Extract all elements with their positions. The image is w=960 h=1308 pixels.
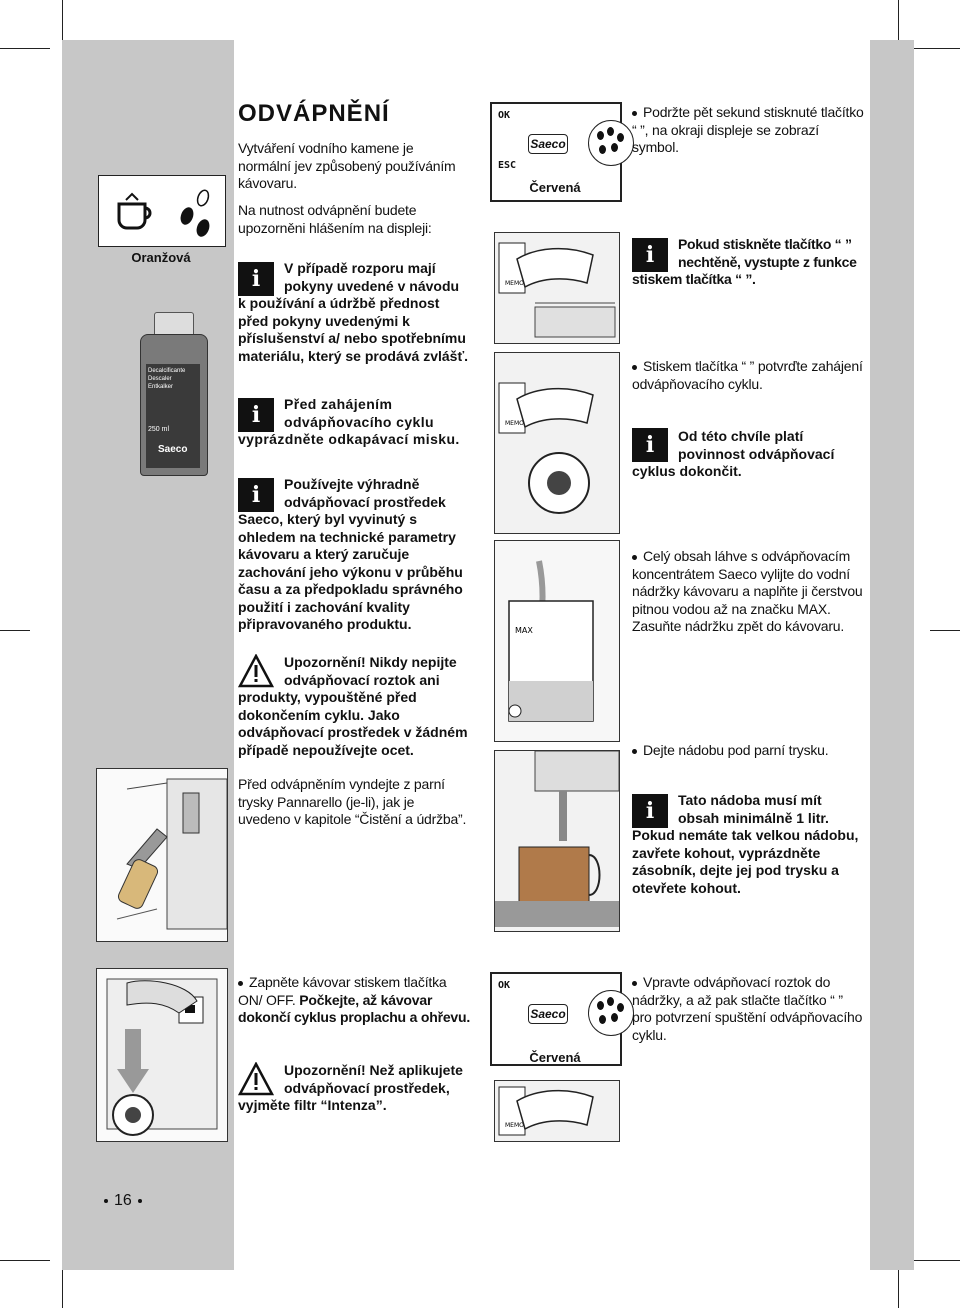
section-title: ODVÁPNĚNÍ xyxy=(238,100,390,127)
red-label-top: Červená xyxy=(529,180,581,195)
steam-wand-illustration xyxy=(96,768,228,942)
info-icon: i xyxy=(632,428,668,462)
memo-press-illustration xyxy=(494,232,620,344)
info-cycle: Od této chvíle platí povinnost odvápňovací cyklus dokončit. xyxy=(632,428,835,479)
info-icon: i xyxy=(238,262,274,296)
orange-display xyxy=(98,175,226,247)
on-off-illustration xyxy=(96,968,228,1142)
info-icon: i xyxy=(632,238,668,272)
saeco-logo: Saeco xyxy=(528,1004,568,1024)
bottle-line1: Decalcificante xyxy=(148,368,186,374)
step-on-off: Zapněte kávovar stiskem tlačítka ON/ OFF. Počkejte, až kávovar dokončí cyklus proplachu a ohřevu. xyxy=(238,974,471,1025)
page-number: 16 xyxy=(104,1192,148,1210)
note-drip-tray: Před zahájením odvápňovacího cyklu vyprázdněte odkapávací misku. xyxy=(238,396,460,447)
beans-dial-icon xyxy=(588,120,634,166)
saeco-logo: Saeco xyxy=(528,134,568,154)
final-memo-press-illustration xyxy=(494,1080,620,1142)
step-final: Vpravte odvápňovací roztok do nádržky, a až pak stlačte tlačítko “ ” pro potvrzení spuštění odvápňovacího cyklu. xyxy=(632,974,863,1043)
info-icon: i xyxy=(238,398,274,432)
step-confirm: Stiskem tlačítka “ ” potvrďte zahájení odvápňovacího cyklu. xyxy=(632,358,863,392)
dial-illustration xyxy=(494,352,620,534)
steam-container-illustration xyxy=(494,750,620,932)
red-label-bottom: Červená xyxy=(529,1050,581,1065)
esc-label: ESC xyxy=(498,160,517,171)
orange-label: Oranžová xyxy=(131,250,191,265)
warning-intenza: Upozornění! Než aplikujete odvápňovací prostředek, vyjměte filtr “Intenza”. xyxy=(238,1062,463,1113)
pannarello-text: Před odvápněním vyndejte z parní trysky Pannarello (je-li), jak je uvedeno v kapitole “Čistění a údržba”. xyxy=(238,776,467,827)
bottle-line2: Descaler xyxy=(148,376,172,382)
notice-text: Na nutnost odvápnění budete upozorněni hlášením na displeji: xyxy=(238,202,432,236)
memo-tag: MEMO xyxy=(505,1122,524,1129)
info-container: Tato nádoba musí mít obsah minimálně 1 litr. Pokud nemáte tak velkou nádobu, zavřete kohout, vyprázdněte zásobník, dejte jej pod trysku a otevřete kohout. xyxy=(632,792,859,896)
note-saeco-descaler: Používejte výhradně odvápňovací prostředek Saeco, který byl vyvinutý s ohledem na technické parametry kávovaru a který zaručuje zachování jeho výkonu v průběhu času a za předpokladu správného použití i zachování kvality připravovaného produktu. xyxy=(238,476,463,632)
svg-text:MAX: MAX xyxy=(515,626,533,635)
svg-text:MEMO: MEMO xyxy=(505,280,524,287)
info-wrong-button: Pokud stiskněte tlačítko “ ” nechtěně, vystupte z funkce stiskem tlačítka “ ”. xyxy=(632,236,857,287)
info-icon: i xyxy=(238,478,274,512)
bottle-line3: Entkalker xyxy=(148,384,174,390)
step-pour: Celý obsah láhve s odvápňovacím koncentrátem Saeco vylijte do vodní nádržky kávovaru a naplňte ji čerstvou pitnou vodou až na značku MAX. Zasuňte nádržku zpět do kávovaru. xyxy=(632,548,863,634)
step-hold-button: Podržte pět sekund stisknuté tlačítko “ ”, na okraji displeje se zobrazí symbol. xyxy=(632,104,864,155)
warning-vinegar: Upozornění! Nikdy nepijte odvápňovací roztok ani produkty, vypouštěné před dokončením cyklu. Jako odvápňovací prostředek v žádném případě nepoužívejte ocet. xyxy=(238,654,468,758)
water-tank-illustration xyxy=(494,540,620,742)
info-icon: i xyxy=(632,794,668,828)
step-container: Dejte nádobu pod parní trysku. xyxy=(632,742,864,760)
descaler-bottle xyxy=(132,298,214,478)
note-conflict: V případě rozporu mají pokyny uvedené v návodu k používání a údržbě přednost před pokyny uvedenými k příslušenství a/ nebo spotřebnímu materiálu, který se prodává zvlášť. xyxy=(238,260,469,364)
descale-cup-icon xyxy=(99,176,225,246)
right-gray-strip xyxy=(870,40,914,1270)
ok-label: OK xyxy=(498,110,511,121)
beans-dial-icon xyxy=(588,990,634,1036)
intro-text: Vytváření vodního kamene je normální jev způsobený používáním kávovaru. xyxy=(238,140,456,191)
svg-text:MEMO: MEMO xyxy=(505,420,524,427)
ok-label: OK xyxy=(498,980,511,991)
bottle-volume: 250 ml xyxy=(148,426,170,433)
bottle-brand: Saeco xyxy=(158,444,188,455)
